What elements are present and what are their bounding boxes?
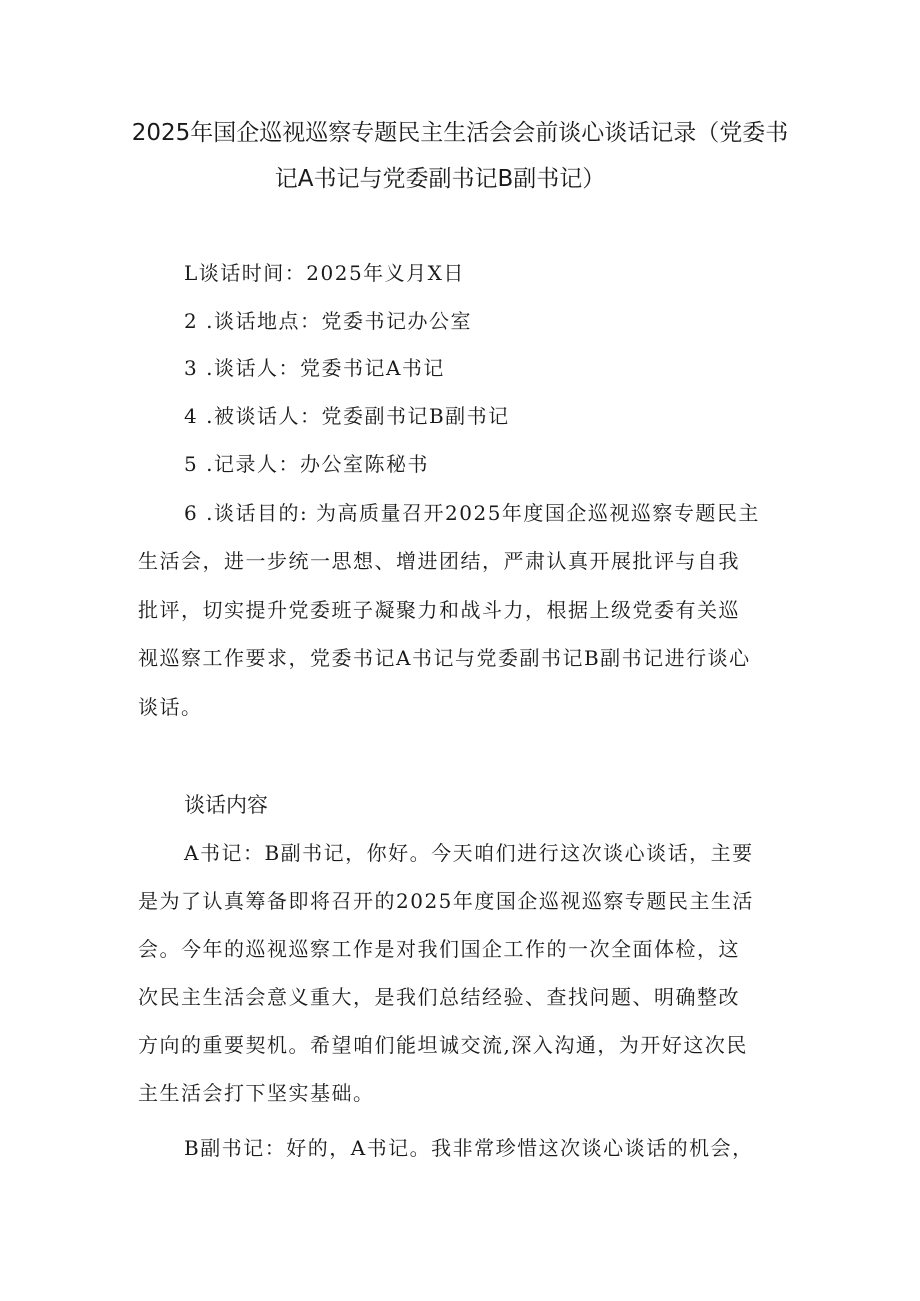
para1-line: A书记：B副书记，你好。今天咱们进行这次谈心谈话，主要 [184, 841, 754, 865]
document-title-line-1: 2025年国企巡视巡察专题民主生活会会前谈心谈话记录（党委书 [131, 120, 789, 146]
para1-line: 主生活会打下坚实基础。 [138, 1081, 375, 1105]
para1-line: 次民主生活会意义重大，是我们总结经验、查找问题、明确整改 [138, 985, 740, 1009]
info-speaker: 3 .谈话人：党委书记A书记 [184, 356, 445, 380]
info-time: L谈话时间：2025年义月X日 [184, 261, 465, 285]
purpose-line: 视巡察工作要求，党委书记A书记与党委副书记B副书记进行谈心 [138, 646, 751, 670]
para1-line: 是为了认真筹备即将召开的2025年度国企巡视巡察专题民主生活 [138, 889, 754, 913]
para1-line: 方向的重要契机。希望咱们能坦诚交流,深入沟通，为开好这次民 [138, 1033, 748, 1057]
info-listener: 4 .被谈话人：党委副书记B副书记 [184, 404, 510, 428]
para1-line: 会。今年的巡视巡察工作是对我们国企工作的一次全面体检，这 [138, 937, 740, 961]
purpose-line: 谈话。 [138, 695, 203, 719]
purpose-line: 生活会，进一步统一思想、增进团结，严肃认真开展批评与自我 [138, 549, 740, 573]
purpose-line: 批评，切实提升党委班子凝聚力和战斗力，根据上级党委有关巡 [138, 598, 740, 622]
purpose-line: 6 .谈话目的: 为高质量召开2025年度国企巡视巡察专题民主 [184, 501, 760, 525]
content-heading: 谈话内容 [184, 793, 268, 817]
info-place: 2 .谈话地点：党委书记办公室 [184, 309, 472, 333]
para2-line: B副书记：好的，A书记。我非常珍惜这次谈心谈话的机会， [184, 1136, 754, 1160]
document-title-line-2: 记A书记与党委副书记B副书记） [274, 166, 606, 192]
info-recorder: 5 .记录人：办公室陈秘书 [184, 452, 429, 476]
